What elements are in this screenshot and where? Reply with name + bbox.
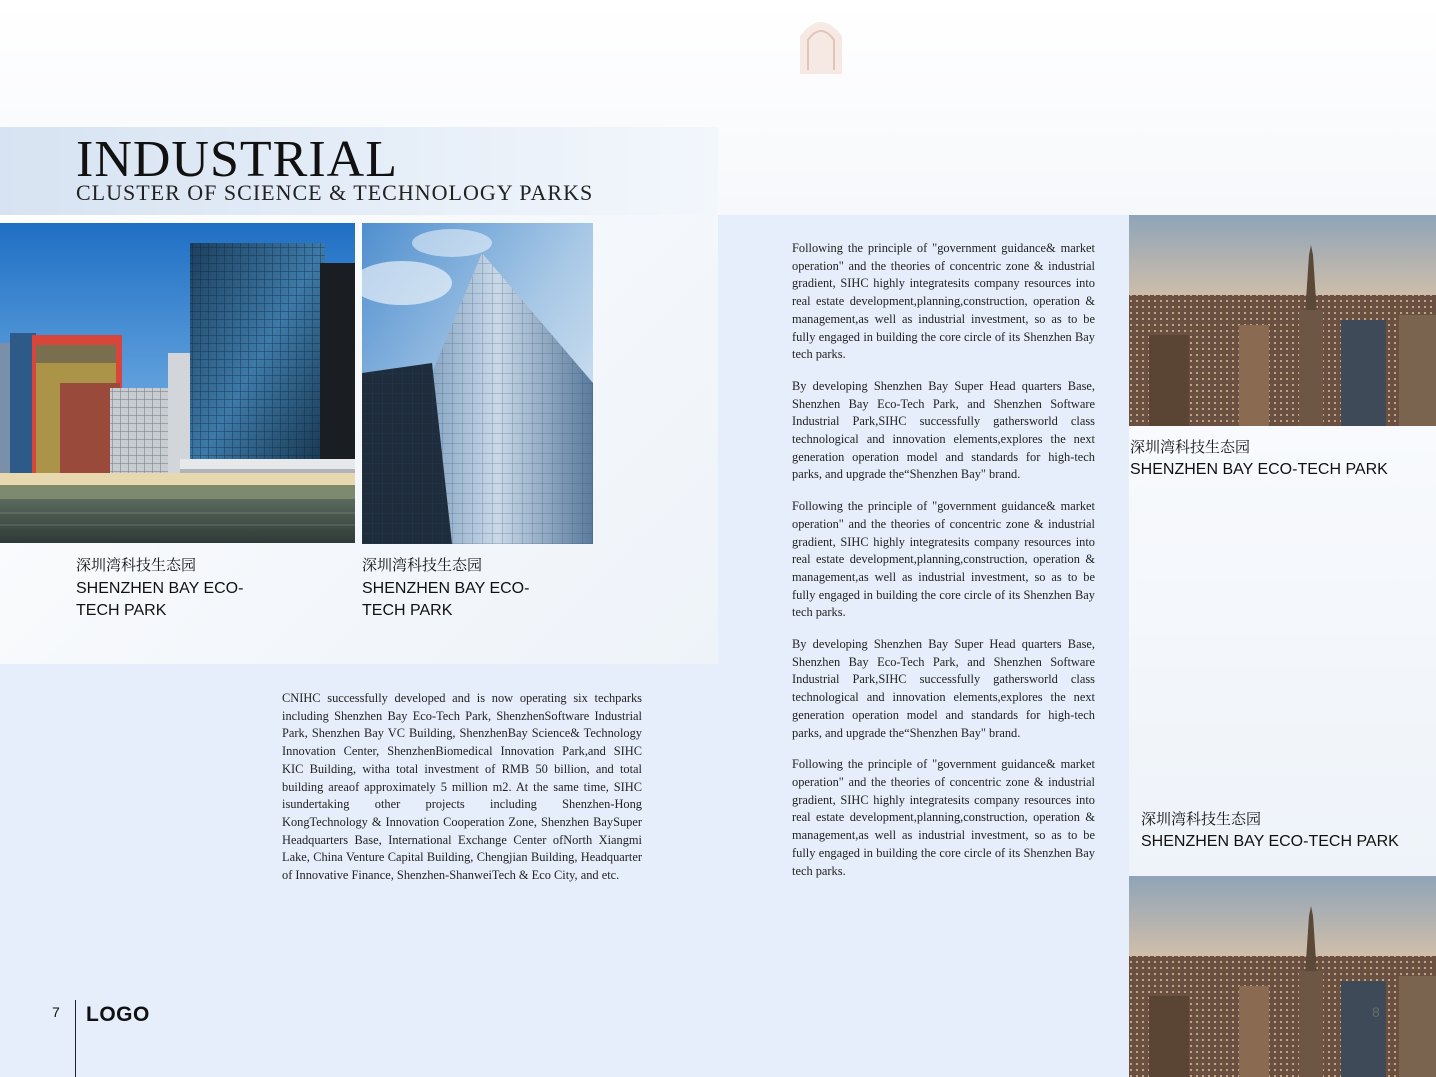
caption-english: SHENZHEN BAY ECO-TECH PARK <box>362 580 530 619</box>
logo: LOGO <box>86 1003 150 1026</box>
page-number-right: 8 <box>1372 1004 1380 1020</box>
caption-english: SHENZHEN BAY ECO-TECH PARK <box>1141 833 1399 850</box>
footer-divider <box>75 1000 76 1077</box>
watermark-emblem-icon <box>796 14 846 76</box>
middle-paragraph-3: Following the principle of "government guidance& market operation" and the theories of concentric zone & industrial gradient, SIHC highly integratesits company resources into real estate development,planning,construction, operation & management,as well as industrial investment, so as to be fully engaged in building the core circle of its Shenzhen Bay tech parks. <box>792 499 1095 620</box>
left-intro-paragraph: CNIHC successfully developed and is now operating six techparks including Shenzhen Bay Eco-Tech Park, ShenzhenSoftware Industrial Park, Shenzhen Bay VC Building, ShenzhenBay Science& Technology Innovation Center, ShenzhenBiomedical Innovation Park,and SIHC KIC Building, witha total investment of RMB 50 billion, and total building areaof approximately 5 million m2. At the same time, SIHC isundertaking other projects including Shenzhen-Hong KongTechnology & Innovation Cooperation Zone, Shenzhen BaySuper Headquarters Base, International Exchange Center ofNorth Xiangmi Lake, China Venture Capital Building, Chengjian Building, Headquarter of Innovative Finance, Shenzhen-ShanweiTech & Eco City, and etc. <box>282 691 642 883</box>
caption-chinese: 深圳湾科技生态园 <box>1141 810 1262 828</box>
caption-english: SHENZHEN BAY ECO-TECH PARK <box>76 580 244 619</box>
middle-text-column <box>792 240 1095 894</box>
caption-chinese: 深圳湾科技生态园 <box>1130 438 1251 456</box>
caption-chinese: 深圳湾科技生态园 <box>362 556 483 574</box>
caption-chinese: 深圳湾科技生态园 <box>76 556 197 574</box>
photo2-caption <box>362 555 562 622</box>
harbor-buildings-photo <box>0 223 355 543</box>
page-title: INDUSTRIAL <box>76 131 398 188</box>
city-skyline-photo-bottom <box>1129 876 1436 1077</box>
page-number-left: 7 <box>52 1004 60 1020</box>
right-top-caption <box>1130 437 1430 481</box>
middle-paragraph-2: By developing Shenzhen Bay Super Head quarters Base, Shenzhen Bay Eco-Tech Park, and Shenzhen Software Industrial Park,SIHC successfully gathersworld class technological and innovation elements,explores the next generation operation model and standards for high-tech parks, and upgrade the“Shenzhen Bay" brand. <box>792 378 1095 482</box>
caption-english: SHENZHEN BAY ECO-TECH PARK <box>1130 461 1388 478</box>
middle-paragraph-5: Following the principle of "government guidance& market operation" and the theories of concentric zone & industrial gradient, SIHC highly integratesits company resources into real estate development,planning,construction, operation & management,as well as industrial investment, so as to be fully engaged in building the core circle of its Shenzhen Bay tech parks. <box>792 757 1095 878</box>
glass-tower-photo <box>362 223 593 544</box>
middle-paragraph-4: By developing Shenzhen Bay Super Head quarters Base, Shenzhen Bay Eco-Tech Park, and Shenzhen Software Industrial Park,SIHC successfully gathersworld class technological and innovation elements,explores the next generation operation model and standards for high-tech parks, and upgrade the“Shenzhen Bay" brand. <box>792 637 1095 740</box>
middle-paragraph-1: Following the principle of "government guidance& market operation" and the theories of concentric zone & industrial gradient, SIHC highly integratesits company resources into real estate development,planning,construction, operation & management,as well as industrial investment, so as to be fully engaged in building the core circle of its Shenzhen Bay tech parks. <box>792 241 1095 362</box>
photo1-caption <box>76 555 276 622</box>
page-subtitle: CLUSTER OF SCIENCE & TECHNOLOGY PARKS <box>76 180 594 205</box>
city-skyline-photo-top <box>1129 215 1436 426</box>
right-bottom-caption <box>1141 809 1431 853</box>
